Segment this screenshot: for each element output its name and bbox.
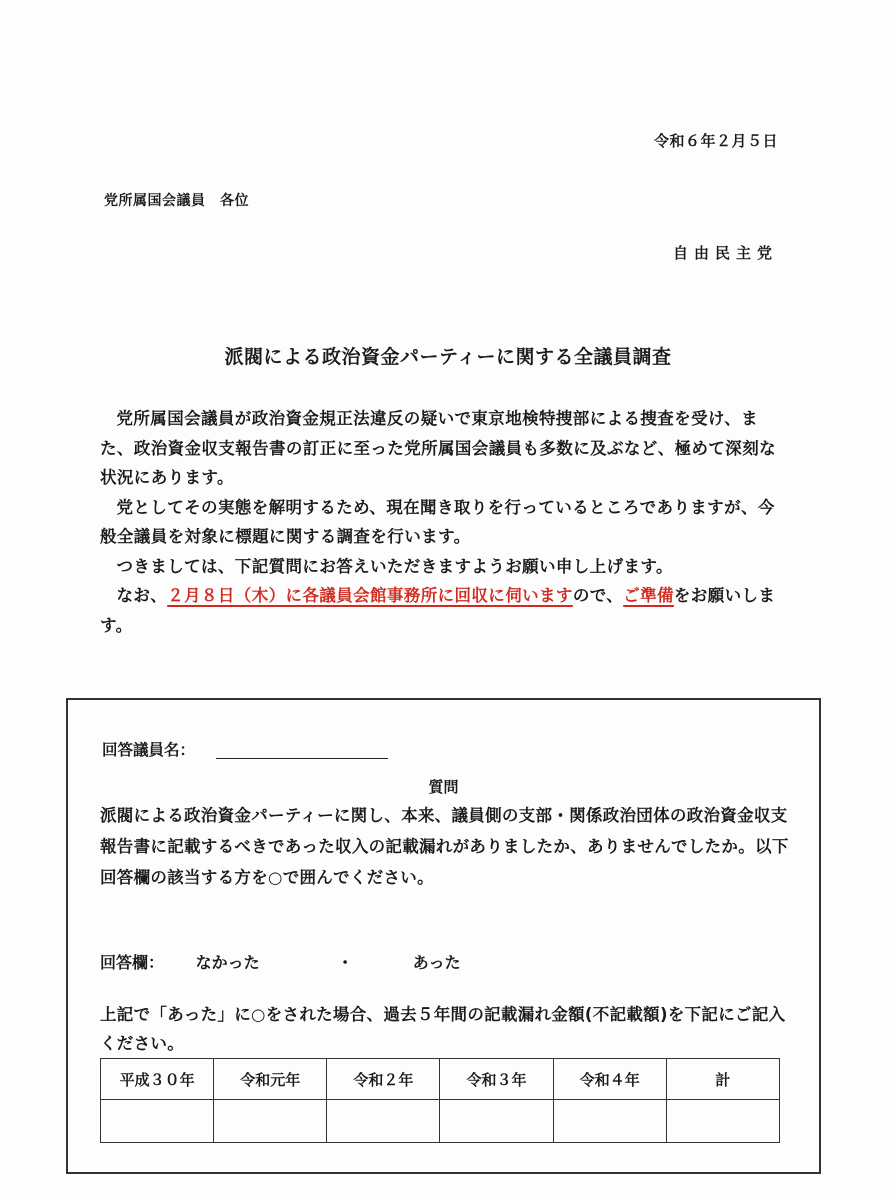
amounts-entry-row: [101, 1100, 780, 1143]
amounts-header-row: [101, 1059, 780, 1100]
question-heading: 質問: [428, 778, 459, 796]
header-h30: 平成３０年: [101, 1059, 214, 1100]
amount-cell-r2[interactable]: [327, 1100, 440, 1143]
paragraph-4-mid: ので、: [572, 586, 624, 605]
sender: 自由民主党: [672, 244, 778, 262]
preparation-highlight: ご準備: [623, 586, 674, 605]
header-r1: 令和元年: [214, 1059, 327, 1100]
collection-date-highlight: ２月８日（木）に各議員会館事務所に回収に伺います: [167, 586, 573, 605]
amount-cell-h30[interactable]: [101, 1100, 214, 1143]
header-r4: 令和４年: [553, 1059, 666, 1100]
header-r3: 令和３年: [440, 1059, 553, 1100]
answer-option-none[interactable]: なかった: [195, 953, 260, 972]
respondent-label: 回答議員名：: [102, 741, 196, 759]
document-date: 令和６年２月５日: [653, 132, 778, 150]
header-total: 計: [666, 1059, 779, 1100]
paragraph-1: 党所属国会議員が政治資金規正法違反の疑いで東京地検特捜部による捜査を受け、また、政治資金収支報告書の訂正に至った党所属国会議員も多数に及ぶなど、極めて深刻な状況にあります。: [100, 409, 776, 487]
header-r2: 令和２年: [327, 1059, 440, 1100]
survey-form: [66, 698, 821, 1174]
amount-cell-r3[interactable]: [440, 1100, 553, 1143]
paragraph-4-pre: なお、: [116, 586, 168, 605]
paragraph-3: つきましては、下記質問にお答えいただきますようお願い申し上げます。: [116, 556, 673, 576]
paragraph-2: 党としてその実態を解明するため、現在聞き取りを行っているところでありますが、今般全議員を対象に標題に関する調査を行います。: [100, 497, 775, 546]
answer-separator: ・: [337, 953, 354, 972]
paragraph-4: [100, 581, 790, 640]
amounts-table: [100, 1058, 780, 1143]
answer-label: 回答欄：: [100, 953, 165, 972]
amount-cell-r1[interactable]: [214, 1100, 327, 1143]
amount-cell-total[interactable]: [666, 1100, 779, 1143]
answer-option-yes[interactable]: あった: [412, 953, 461, 972]
followup-text: 上記で「あった」に○をされた場合、過去５年間の記載漏れ金額(不記載額)を下記にご記入ください。: [100, 1005, 786, 1053]
document-title: 派閥による政治資金パーティーに関する全議員調査: [224, 346, 672, 368]
answer-row: [100, 950, 461, 973]
amount-cell-r4[interactable]: [553, 1100, 666, 1143]
body-text: [100, 404, 790, 640]
paragraph-4-post: をお願いします。: [100, 586, 776, 635]
respondent-name-field[interactable]: [216, 758, 388, 759]
addressee: 党所属国会議員 各位: [104, 193, 249, 209]
question-text: 派閥による政治資金パーティーに関し、本来、議員側の支部・関係政治団体の政治資金収支報告書に記載するべきであった収入の記載漏れがありましたか、ありませんでしたか。以下回答欄の該当する方を○で囲んでください。: [100, 806, 789, 887]
